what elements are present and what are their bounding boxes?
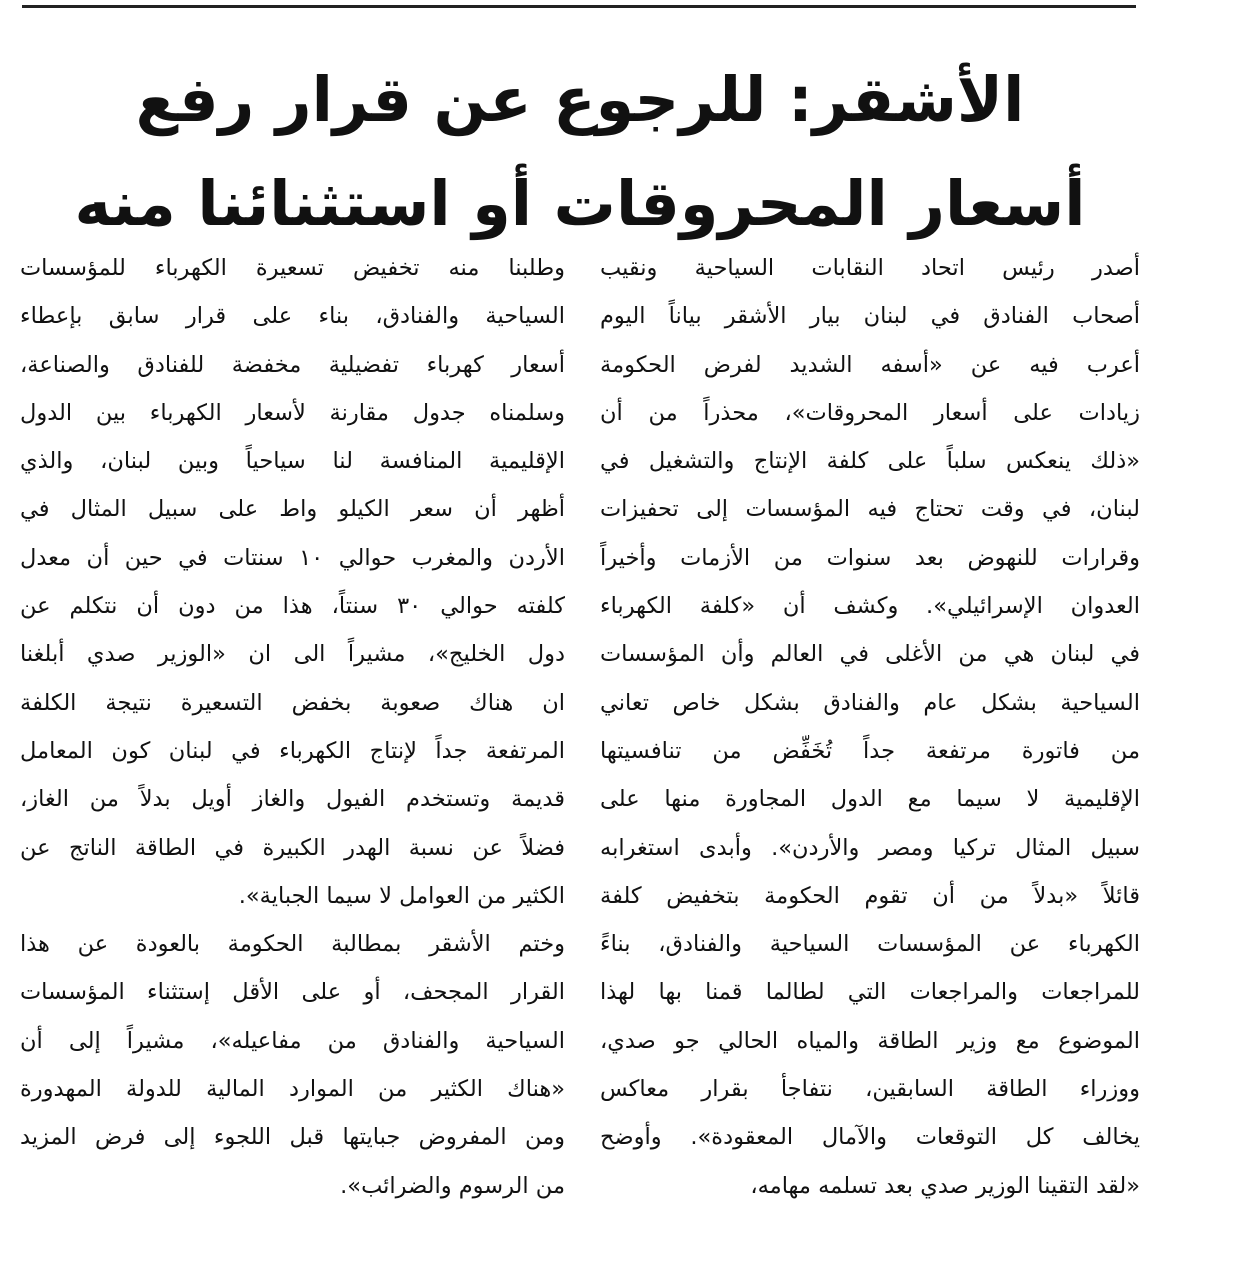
body-line: وسلمناه جدول مقارنة لأسعار الكهرباء بين الدول	[20, 399, 565, 426]
body-line: زيادات على أسعار المحروقات»، محذراً من أن	[600, 399, 1140, 426]
body-line: قائلاً «بدلاً من أن تقوم الحكومة بتخفيض كلفة	[600, 882, 1140, 909]
body-line: دول الخليج»، مشيراً الى ان «الوزير صدي أبلغنا	[20, 641, 565, 668]
headline-line-1: الأشقر: للرجوع عن قرار رفع	[135, 63, 1025, 136]
body-line: في لبنان هي من الأغلى في العالم وأن المؤسسات	[600, 641, 1140, 668]
body-line: أصحاب الفنادق في لبنان بيار الأشقر بياناً اليوم	[600, 303, 1140, 330]
body-line: من فاتورة مرتفعة جداً تُخَفِّض من تنافسيتها	[600, 737, 1140, 764]
body-line: يخالف كل التوقعات والآمال المعقودة». وأوضح	[600, 1124, 1140, 1151]
body-line: الموضوع مع وزير الطاقة والمياه الحالي جو صدي،	[600, 1027, 1140, 1054]
body-line: السياحية والفنادق من مفاعيله»، مشيراً إلى أن	[20, 1027, 565, 1054]
body-line: السياحية والفنادق، بناء على قرار سابق بإعطاء	[20, 303, 565, 330]
body-line: الأردن والمغرب حوالي ١٠ سنتات في حين أن معدل	[20, 544, 565, 571]
body-line: وطلبنا منه تخفيض تسعيرة الكهرباء للمؤسسات	[20, 255, 565, 281]
body-line: الإقليمية المنافسة لنا سياحياً وبين لبنان، والذي	[20, 448, 565, 475]
body-line: أصدر رئيس اتحاد النقابات السياحية ونقيب	[600, 255, 1140, 281]
body-line: «ذلك ينعكس سلباً على كلفة الإنتاج والتشغيل في	[600, 448, 1140, 475]
body-line: العدوان الإسرائيلي». وكشف أن «كلفة الكهرباء	[600, 593, 1140, 620]
headline-line-2: أسعار المحروقات أو استثنائنا منه	[74, 167, 1086, 240]
body-line: ومن المفروض جبايتها قبل اللجوء إلى فرض المزيد	[20, 1124, 565, 1151]
body-line: ان هناك صعوبة بخفض التسعيرة نتيجة الكلفة	[20, 689, 565, 716]
body-line: المرتفعة جداً لإنتاج الكهرباء في لبنان كون المعامل	[20, 737, 565, 764]
body-line: أظهر أن سعر الكيلو واط على سبيل المثال في	[20, 496, 565, 523]
body-line: «لقد التقينا الوزير صدي بعد تسلمه مهامه،	[750, 1172, 1140, 1199]
body-line: للمراجعات والمراجعات التي لطالما قمنا بها لهذا	[600, 979, 1140, 1006]
body-line: وقرارات للنهوض بعد سنوات من الأزمات وأخيراً	[600, 544, 1140, 571]
body-line: كلفته حوالي ٣٠ سنتاً، هذا من دون أن نتكلم عن	[20, 593, 565, 620]
body-line: الإقليمية لا سيما مع الدول المجاورة منها على	[600, 786, 1140, 813]
article-column-right	[600, 244, 1140, 1210]
body-line: القرار المجحف، أو على الأقل إستثناء المؤسسات	[20, 979, 565, 1006]
body-line: لبنان، في وقت تحتاج فيه المؤسسات إلى تحفيزات	[600, 496, 1140, 523]
body-line: الكهرباء عن المؤسسات السياحية والفنادق، بناءً	[600, 931, 1140, 958]
body-line: من الرسوم والضرائب».	[340, 1172, 565, 1199]
body-line: ووزراء الطاقة السابقين، نتفاجأ بقرار معاكس	[600, 1076, 1140, 1103]
article-headline	[40, 48, 1120, 256]
body-line: قديمة وتستخدم الفيول والغاز أويل بدلاً من الغاز،	[20, 786, 565, 813]
article-column-left	[20, 244, 565, 1210]
top-rule	[22, 5, 1136, 8]
body-line: سبيل المثال تركيا ومصر والأردن». وأبدى استغرابه	[600, 834, 1140, 861]
body-line: فضلاً عن نسبة الهدر الكبيرة في الطاقة الناتج عن	[20, 834, 565, 861]
body-line: أعرب فيه عن «أسفه الشديد لفرض الحكومة	[600, 351, 1140, 378]
body-line: وختم الأشقر بمطالبة الحكومة بالعودة عن هذا	[20, 931, 565, 958]
body-line: «هناك الكثير من الموارد المالية للدولة المهدورة	[20, 1076, 565, 1103]
body-line: أسعار كهرباء تفضيلية مخفضة للفنادق والصناعة،	[20, 351, 565, 378]
body-line: الكثير من العوامل لا سيما الجباية».	[238, 882, 565, 909]
body-line: السياحية بشكل عام والفنادق بشكل خاص تعاني	[600, 689, 1140, 716]
